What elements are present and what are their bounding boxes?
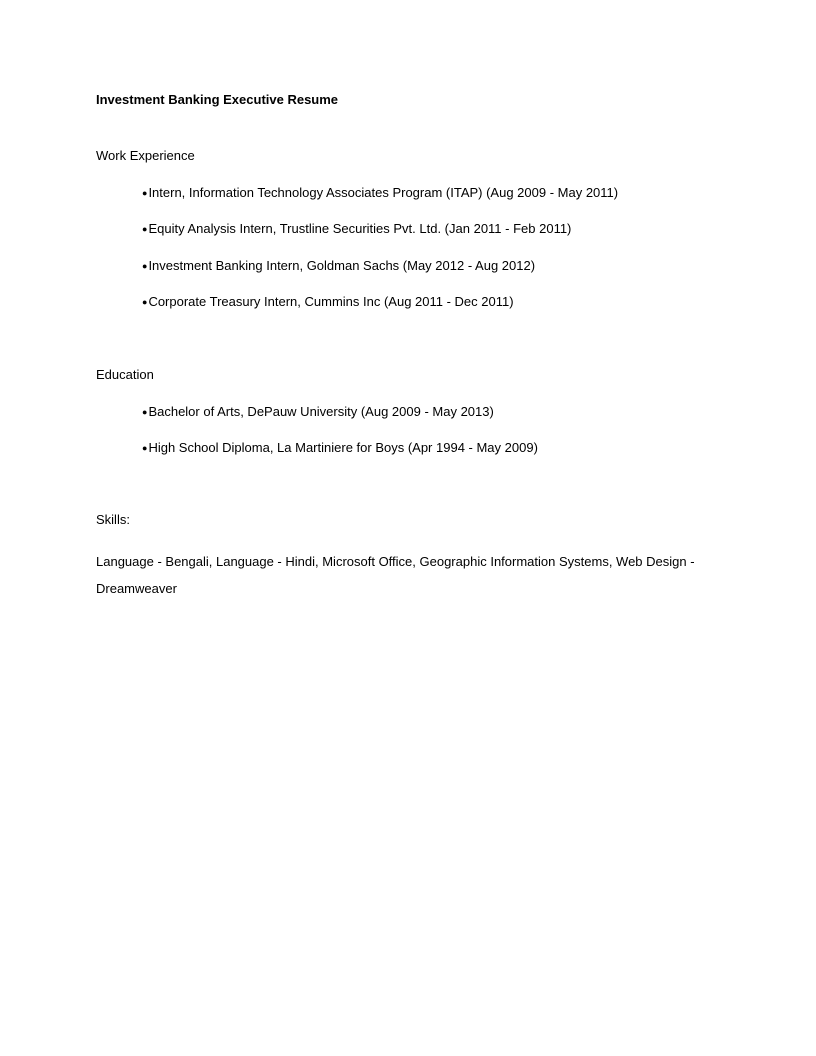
list-item	[142, 440, 716, 456]
bullet-icon: ●	[142, 443, 148, 454]
education-item-text: Bachelor of Arts, DePauw University (Aug 2009 - May 2013)	[148, 403, 494, 419]
work-item-text: Investment Banking Intern, Goldman Sachs (May 2012 - Aug 2012)	[148, 257, 536, 273]
work-experience-list	[96, 185, 716, 310]
work-item-text: Intern, Information Technology Associates Program (ITAP) (Aug 2009 - May 2011)	[148, 184, 619, 200]
list-item	[142, 404, 716, 420]
list-item	[142, 294, 716, 310]
work-item-text: Corporate Treasury Intern, Cummins Inc (Aug 2011 - Dec 2011)	[148, 294, 514, 310]
bullet-icon: ●	[142, 297, 148, 308]
education-heading: Education	[96, 366, 154, 382]
document-title: Investment Banking Executive Resume	[96, 92, 339, 107]
skills-heading: Skills:	[96, 511, 130, 527]
bullet-icon: ●	[142, 260, 148, 271]
list-item	[142, 258, 716, 274]
resume-page	[96, 92, 716, 602]
list-item	[142, 221, 716, 237]
bullet-icon: ●	[142, 406, 148, 417]
bullet-icon: ●	[142, 224, 148, 235]
work-item-text: Equity Analysis Intern, Trustline Securities Pvt. Ltd. (Jan 2011 - Feb 2011)	[148, 221, 572, 237]
skills-text: Language - Bengali, Language - Hindi, Microsoft Office, Geographic Information Systems, Web Design - Dreamweaver	[96, 554, 695, 597]
bullet-icon: ●	[142, 187, 148, 198]
education-item-text: High School Diploma, La Martiniere for Boys (Apr 1994 - May 2009)	[148, 440, 538, 456]
education-list	[96, 404, 716, 456]
work-experience-heading: Work Experience	[96, 148, 195, 163]
list-item	[142, 185, 716, 201]
